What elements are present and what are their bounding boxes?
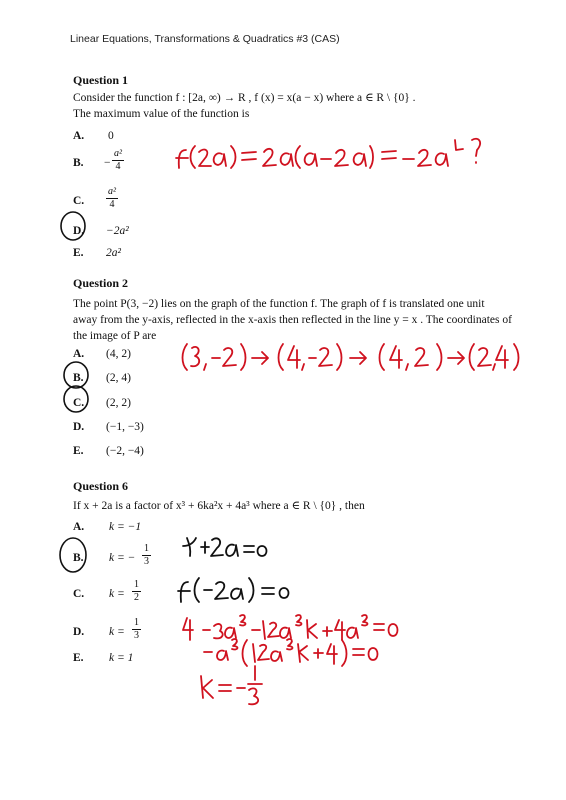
question-2-stem-line-2: away from the y-axis, reflected in the x-axis then reflected in the line y = x . The coordinates of (73, 314, 512, 326)
document-header: Linear Equations, Transformations & Quadratics #3 (CAS) (70, 33, 340, 45)
q1-option-b-numerator: a² (114, 148, 122, 159)
q2-option-b-label: B. (73, 372, 84, 384)
q6-option-c-lhs: k = (109, 588, 125, 600)
q2-working (183, 344, 519, 370)
q6-working-line-5 (201, 666, 262, 704)
q1-option-b-denominator: 4 (115, 161, 121, 172)
question-1-stem-line-1: Consider the function f : [2a, ∞) → R , f (x) = x(a − x) where a ∈ R \ {0} . (73, 92, 416, 104)
q6-option-b-lhs: k = − (109, 552, 136, 564)
question-1-title: Question 1 (73, 73, 129, 87)
q1-option-c-numerator: a² (108, 186, 116, 197)
q2-option-e-value: (−2, −4) (106, 445, 144, 457)
q2-option-c-label: C. (73, 397, 85, 409)
q1-option-e-label: E. (73, 247, 84, 259)
red-workings (176, 139, 519, 705)
q6-option-e-label: E. (73, 652, 84, 664)
q1-option-e-value: 2a² (106, 247, 121, 259)
q2-option-d-label: D. (73, 421, 85, 433)
q6-answer-circle-b (60, 538, 86, 572)
q1-option-b-sign: − (104, 157, 111, 169)
question-2-stem-line-1: The point P(3, −2) lies on the graph of the function f. The graph of f is translated one unit (73, 298, 485, 310)
q2-option-e-label: E. (73, 445, 84, 457)
q6-option-b-denominator: 3 (144, 556, 149, 567)
q6-option-d-lhs: k = (109, 626, 125, 638)
q2-option-b-value: (2, 4) (106, 372, 131, 384)
question-2-stem-line-3: the image of P are (73, 330, 157, 342)
q6-option-c-numerator: 1 (134, 579, 139, 590)
q6-working-line-3 (183, 615, 398, 640)
q6-working-line-2 (178, 578, 289, 602)
answer-circles (60, 212, 88, 572)
q1-option-c-label: C. (73, 195, 85, 207)
q6-option-d-label: D. (73, 626, 85, 638)
q6-option-b-numerator: 1 (144, 543, 149, 554)
q1-option-b-label: B. (73, 157, 84, 169)
question-6-stem-line-1: If x + 2a is a factor of x³ + 6ka²x + 4a³ where a ∈ R \ {0} , then (73, 500, 365, 512)
question-6-title: Question 6 (73, 479, 129, 493)
q1-option-c-denominator: 4 (109, 199, 115, 210)
q2-answer-circle-c (64, 386, 88, 412)
q6-option-a-value: k = −1 (109, 521, 142, 533)
q1-option-a-value: 0 (108, 130, 114, 142)
q6-option-a-label: A. (73, 521, 85, 533)
q6-option-c-denominator: 2 (134, 592, 139, 603)
q1-answer-circle-d (61, 212, 85, 240)
q2-option-d-value: (−1, −3) (106, 421, 144, 433)
q6-option-b-label: B. (73, 552, 84, 564)
q1-option-a-label: A. (73, 130, 85, 142)
q1-option-d-value: −2a² (106, 225, 129, 237)
q1-option-d-label: D. (73, 225, 85, 237)
q2-option-c-value: (2, 2) (106, 397, 131, 409)
q6-option-d-denominator: 3 (134, 630, 139, 641)
q2-option-a-label: A. (73, 348, 85, 360)
q1-working (176, 139, 480, 168)
q6-option-c-label: C. (73, 588, 85, 600)
q6-option-d-numerator: 1 (134, 617, 139, 628)
q6-option-e-value: k = 1 (109, 652, 134, 664)
q2-answer-circle-b (64, 362, 88, 388)
q6-working-line-1 (183, 538, 267, 556)
q2-option-a-value: (4, 2) (106, 348, 131, 360)
question-2-title: Question 2 (73, 276, 129, 290)
q6-working-line-4 (204, 639, 378, 666)
question-1-stem-line-2: The maximum value of the function is (73, 108, 250, 120)
